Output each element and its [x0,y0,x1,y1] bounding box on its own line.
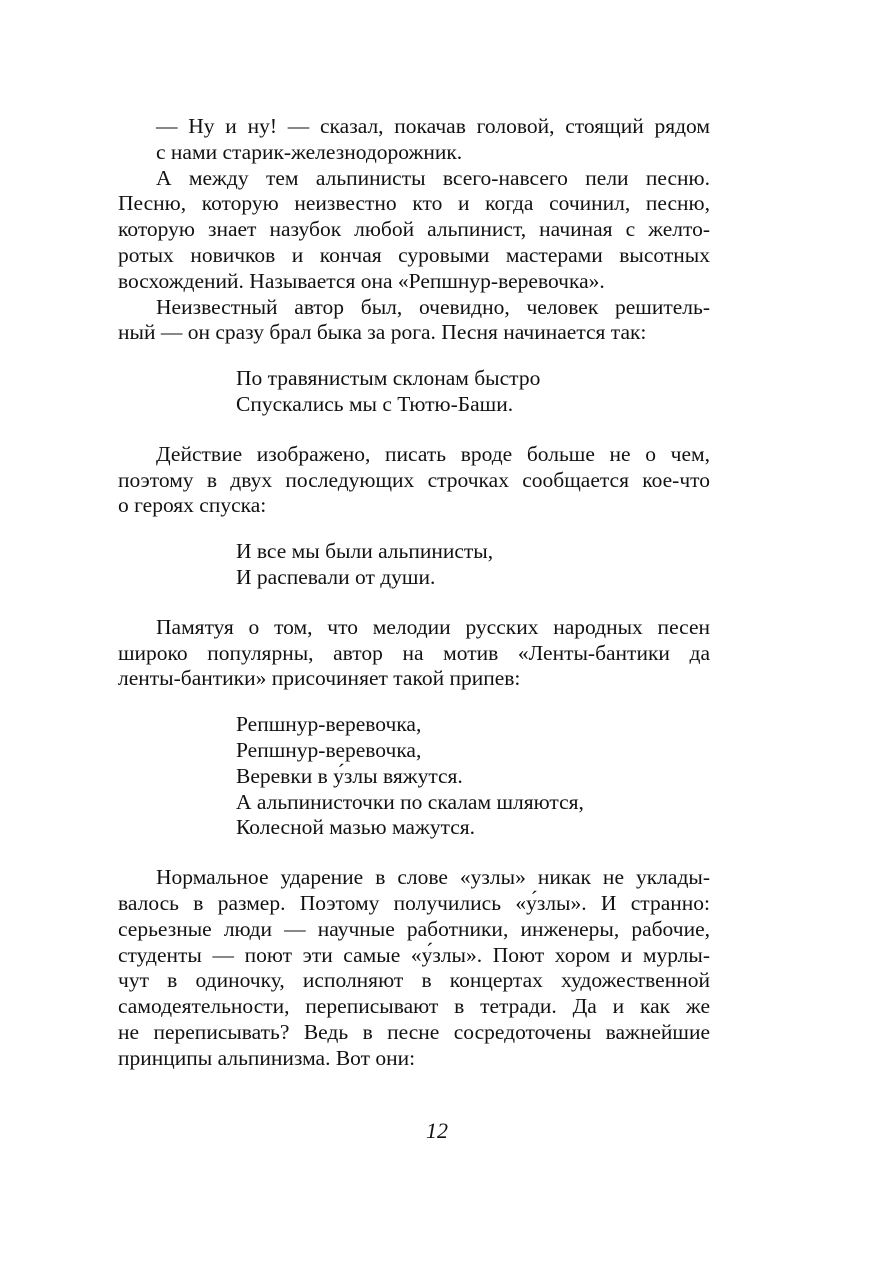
text-line: — Ну и ну! — сказал, покачав головой, стоящий рядом [156,114,710,138]
text-line: студенты — поют эти самые «у́злы». Поют хором и мурлы- [118,942,710,967]
text-line: Неизвестный автор был, очевидно, человек решитель- [156,294,710,319]
text-line: Памятуя о том, что мелодии русских народных песен [156,614,710,639]
text-line: чут в одиночку, исполняют в концертах художественной [118,968,710,993]
text-line: не переписывать? Ведь в песне сосредоточены важнейшие [118,1019,710,1044]
text-line: ленты-бантики» присочиняет такой припев: [118,666,521,691]
verse-line: Репшнур-веревочка, [236,737,422,762]
text-line: серьезные люди — научные работники, инженеры, рабочие, [118,916,710,941]
verse-line: Веревки в у́злы вяжутся. [236,763,463,788]
text-line: которую знает назубок любой альпинист, начиная с желто- [118,217,710,242]
text-line: принципы альпинизма. Вот они: [118,1045,416,1070]
verse-block [236,539,710,591]
verse-line: А альпинисточки по скалам шляются, [236,789,584,814]
paragraph [118,442,710,519]
text-line: А между тем альпинисты всего-навсего пели песню. [156,165,710,190]
text-line: восхождений. Называется она «Репшнур-веревочка». [118,268,605,293]
paragraph [118,166,710,295]
verse-line: И распевали от души. [236,564,436,589]
verse-line: Спускались мы с Тютю-Баши. [236,391,514,416]
verse-line: И все мы были альпинисты, [236,539,494,564]
text-line: о героях спуска: [118,493,267,518]
text-line: ротых новичков и кончая суровыми мастерами высотных [118,242,710,267]
text-line: широко популярны, автор на мотив «Ленты-бантики да [118,640,710,665]
text-line: самодеятельности, переписывают в тетради. Да и как же [118,994,710,1019]
paragraph [118,295,710,347]
text-line: поэтому в двух последующих строчках сообщается кое-что [118,467,710,492]
text-line: с нами старик-железнодорожник. [156,139,463,164]
text-line: Нормальное ударение в слове «узлы» никак не уклады- [156,865,710,890]
verse-line: Колесной мазью мажутся. [236,815,476,840]
paragraph [118,114,710,166]
verse-line: Репшнур-веревочка, [236,712,422,737]
paragraph [118,865,710,1071]
text-line: Песню, которую неизвестно кто и когда сочинил, песню, [118,191,710,216]
text-line: Действие изображено, писать вроде больше не о чем, [156,441,710,466]
page-body [118,114,710,1072]
verse-line: По травянистым склонам быстро [236,366,541,391]
page-number: 12 [426,1118,448,1143]
verse-block [236,366,710,418]
verse-block [236,712,710,841]
paragraph [118,615,710,692]
text-line: валось в размер. Поэтому получились «у́злы». И странно: [118,890,710,915]
text-line: ный — он сразу брал быка за рога. Песня начинается так: [118,320,647,345]
